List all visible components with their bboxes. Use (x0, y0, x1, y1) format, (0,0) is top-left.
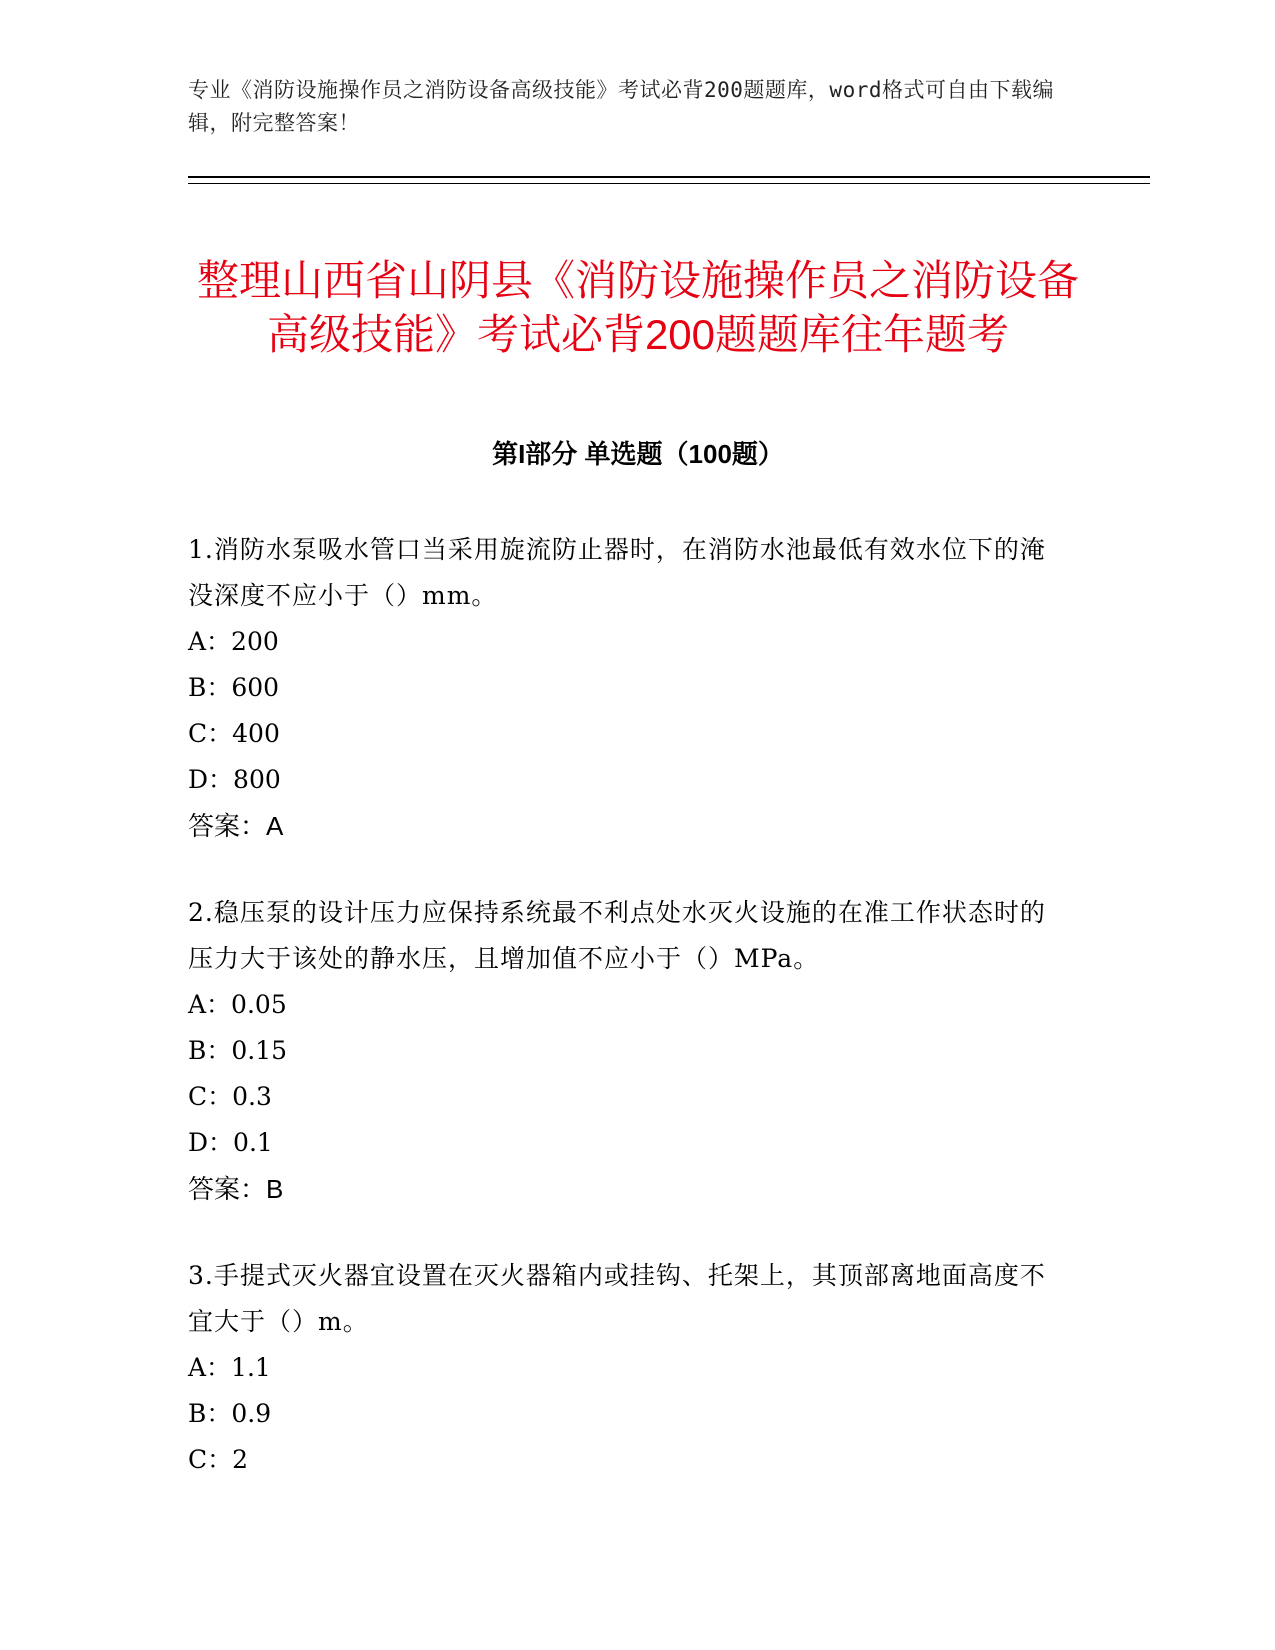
header-note: 专业《消防设施操作员之消防设备高级技能》考试必背200题题库，word格式可自由下载编辑，附完整答案！ (188, 78, 1054, 135)
option-a: A：0.05 (188, 990, 287, 1019)
option-c: C：400 (188, 719, 280, 748)
document-title: 整理山西省山阴县《消防设施操作员之消防设备高级技能》考试必背200题题库往年题考 (196, 257, 1079, 359)
header-divider-thick (188, 176, 1150, 178)
option-c: C：2 (188, 1445, 249, 1474)
question-1 (188, 527, 1068, 849)
answer: 答案：A (188, 811, 284, 841)
option-b: B：600 (188, 673, 280, 702)
header-divider-thin (188, 183, 1150, 184)
question-stem: 3.手提式灭火器宜设置在灭火器箱内或挂钩、托架上，其顶部离地面高度不宜大于（）m。 (188, 1261, 1046, 1336)
question-stem: 2.稳压泵的设计压力应保持系统最不利点处水灭火设施的在准工作状态时的压力大于该处的静水压，且增加值不应小于（）MPa。 (188, 898, 1046, 973)
option-b: B：0.15 (188, 1036, 288, 1065)
question-3 (188, 1253, 1068, 1483)
option-b: B：0.9 (188, 1399, 272, 1428)
option-c: C：0.3 (188, 1082, 272, 1111)
option-d: D：800 (188, 765, 281, 794)
question-stem: 1.消防水泵吸水管口当采用旋流防止器时，在消防水池最低有效水位下的淹没深度不应小于（）mm。 (188, 535, 1046, 610)
question-2 (188, 890, 1068, 1212)
option-a: A：200 (188, 627, 279, 656)
option-d: D：0.1 (188, 1128, 273, 1157)
answer: 答案：B (188, 1174, 284, 1204)
section-heading: 第I部分 单选题（100题） (492, 439, 784, 469)
option-a: A：1.1 (188, 1353, 271, 1382)
